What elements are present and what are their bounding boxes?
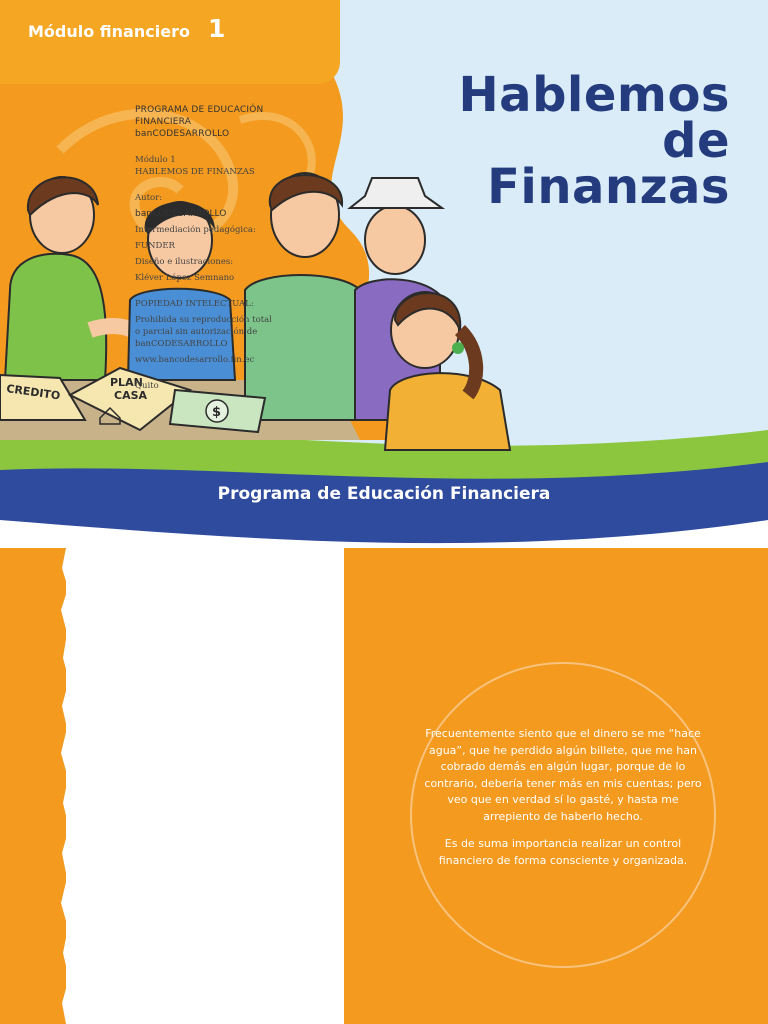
ip-text-line: Prohibida su reproducción total <box>135 315 272 325</box>
title-line-2: de <box>662 113 730 169</box>
ip-text-line: banCODESARROLLO <box>135 339 228 349</box>
quote-paragraph-2: Es de suma importancia realizar un control financiero de forma consciente y organizada. <box>438 837 688 867</box>
ip-text <box>135 314 335 350</box>
city: Quito <box>135 381 159 391</box>
author-label: Autor: <box>135 193 163 203</box>
pedagogy-label: Intermediación pedagógica: <box>135 225 256 235</box>
pedagogy-value: FUNDER <box>135 241 175 251</box>
website: www.bancodesarrollo.fin.ec <box>135 355 255 365</box>
quote-text <box>424 726 702 880</box>
title-line-1: Hablemos <box>458 67 730 123</box>
cover-title <box>370 67 730 215</box>
ip-text-line: o parcial sin autorización de <box>135 327 258 337</box>
plan-label: PLAN <box>110 376 143 389</box>
ip-label: POPIEDAD INTELECTUAL: <box>135 299 254 309</box>
casa-label: CASA <box>114 389 148 402</box>
banknote <box>170 390 265 432</box>
module-title: HABLEMOS DE FINANZAS <box>135 167 255 177</box>
module-line: Módulo 1 <box>135 155 176 165</box>
program-heading-line: PROGRAMA DE EDUCACIÓN <box>135 105 264 115</box>
credits-page <box>66 548 344 1024</box>
title-line-3: Finanzas <box>487 159 730 215</box>
torn-paper-edge <box>58 548 74 1024</box>
dollar-symbol: $ <box>212 405 222 420</box>
module-number: 1 <box>208 14 226 43</box>
program-heading <box>135 104 335 140</box>
quote-paragraph-1: Frecuentemente siento que el dinero se me “hace agua”, que he perdido algún billete, que me han cobrado demás en algún lugar, porque de lo contrario, debería tener más en mis cuentas; pero veo que en verdad sí lo gasté, y hasta me arrepiento de haberlo hecho. <box>424 727 702 823</box>
design-label: Diseño e ilustraciones: <box>135 257 234 267</box>
author-value: banCODESARROLLO <box>135 209 227 219</box>
module-tab <box>0 0 340 84</box>
program-heading-line: banCODESARROLLO <box>135 129 230 139</box>
credits-block <box>135 104 335 392</box>
credit-label: CREDITO <box>5 382 62 403</box>
module-label: Módulo financiero <box>28 22 190 41</box>
module-info <box>135 154 335 178</box>
program-title: Programa de Educación Financiera <box>217 484 551 504</box>
design-value: Kléver López Semnano <box>135 273 235 283</box>
program-heading-line: FINANCIERA <box>135 117 192 127</box>
